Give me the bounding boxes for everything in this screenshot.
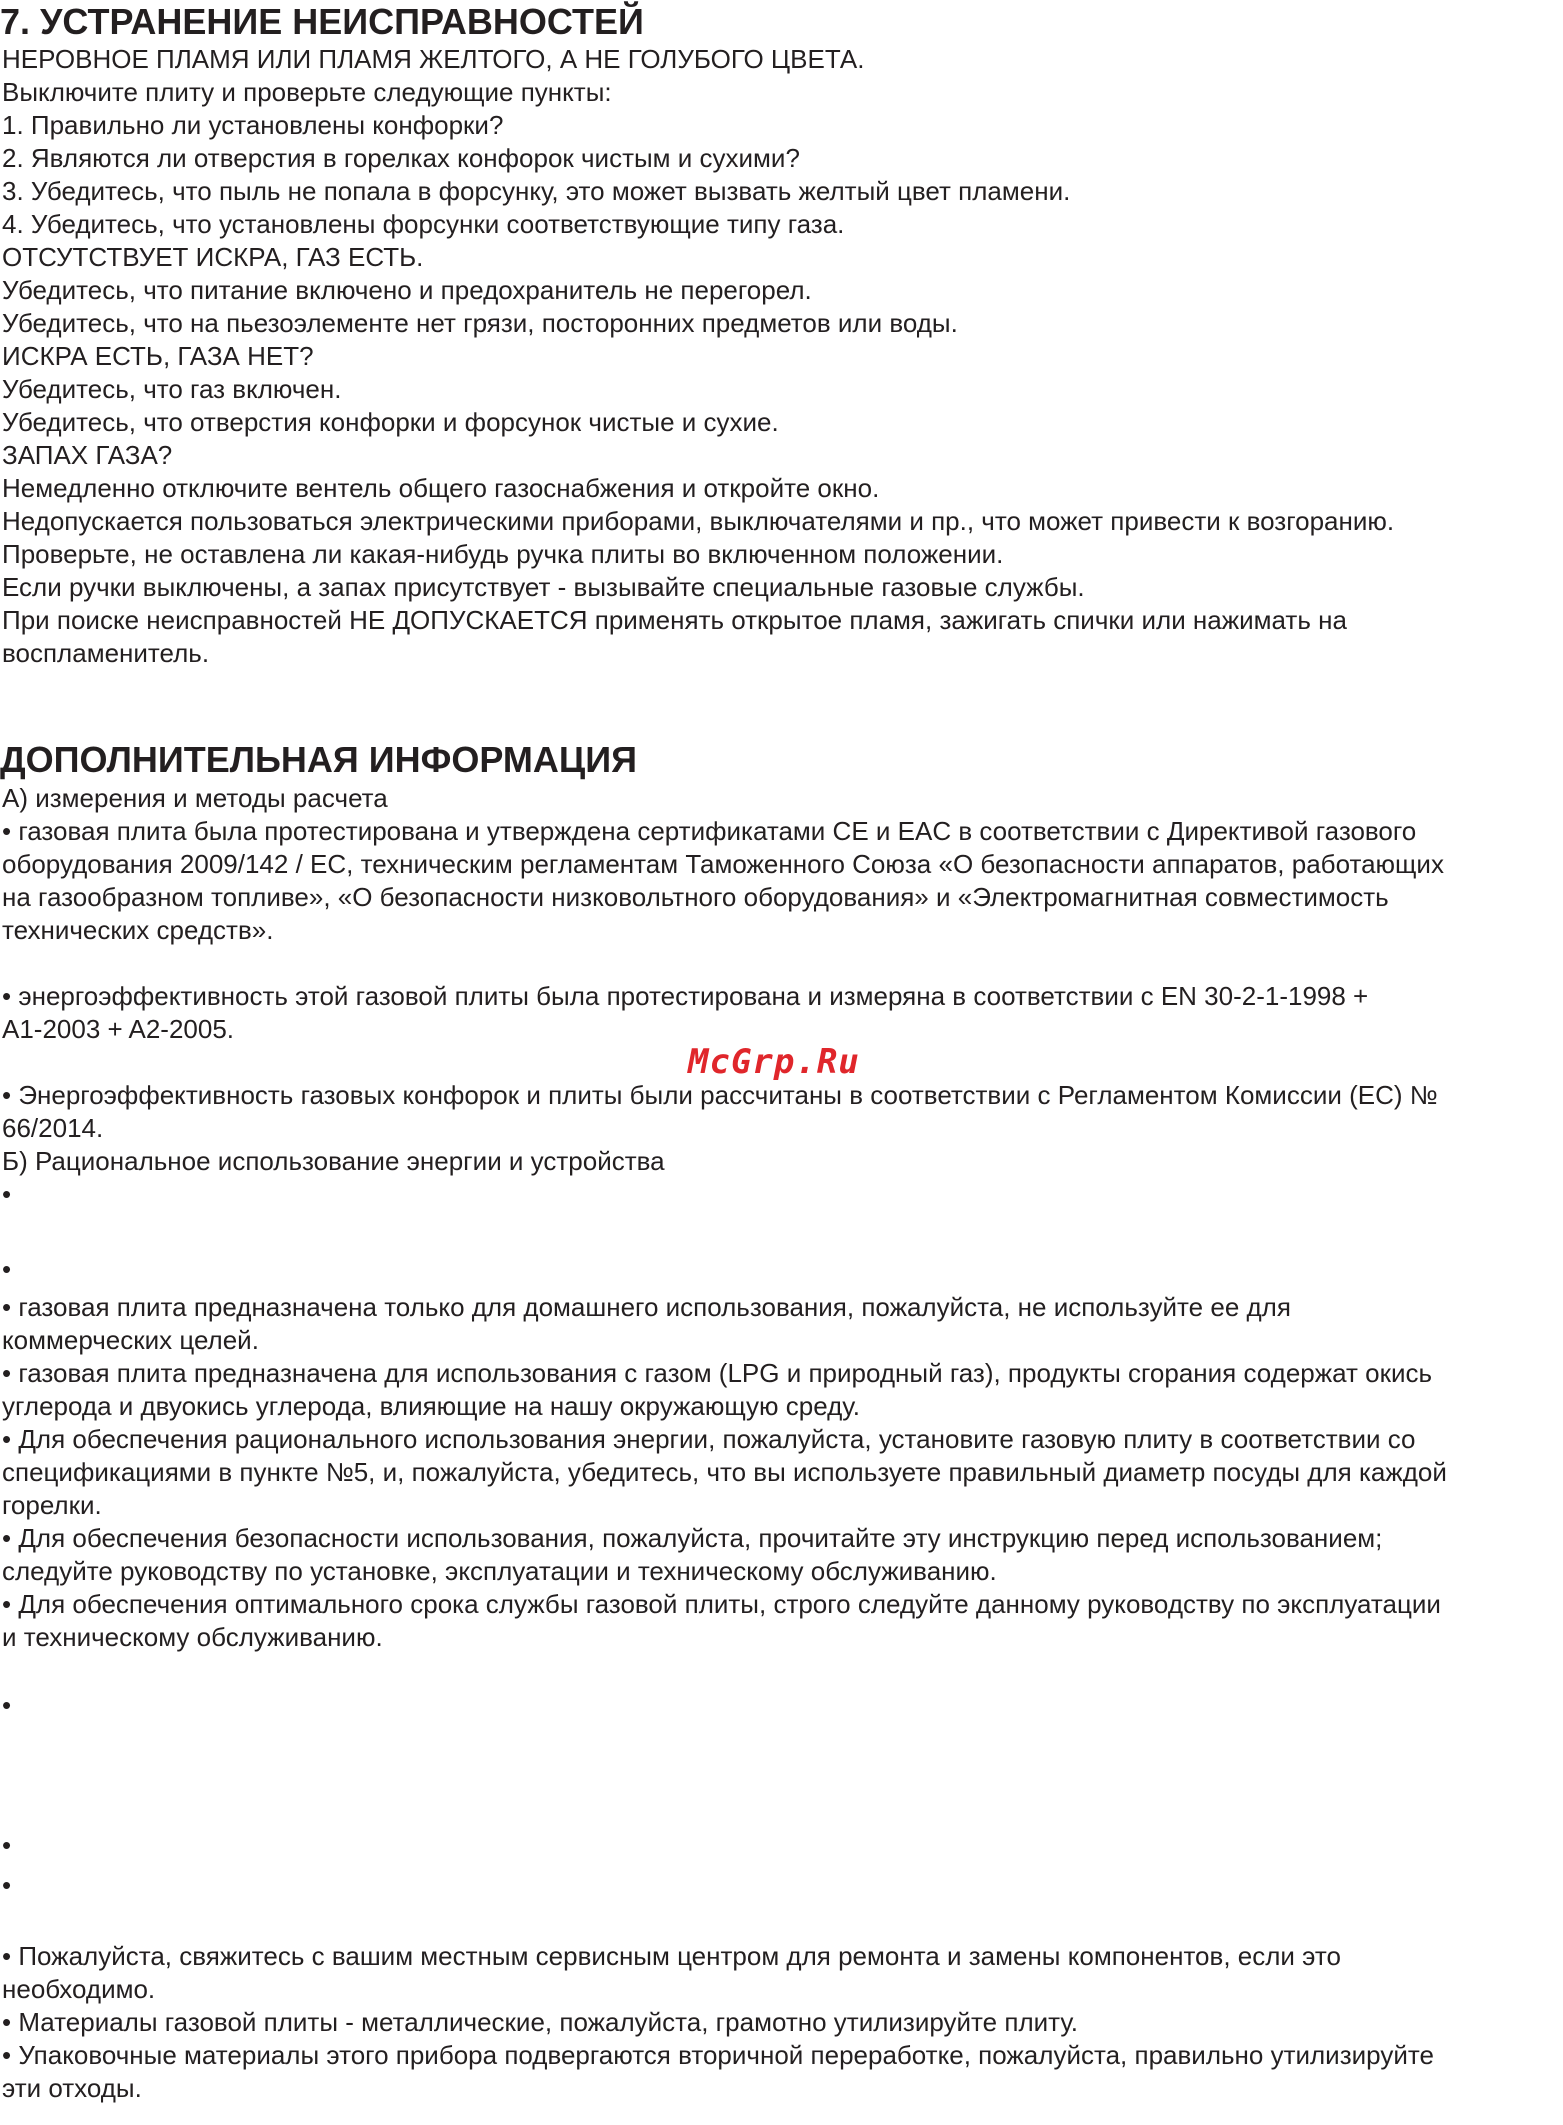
text-line: A1-2003 + A2-2005. <box>2 1014 235 1044</box>
text-line: • Энергоэффективность газовых конфорок и плиты были рассчитаны в соответствии с Регламентом Комиссии (EC) № <box>2 1080 1438 1110</box>
text-line: • Для обеспечения рационального использования энергии, пожалуйста, установите газовую плиту в соответствии со <box>2 1424 1416 1454</box>
text-line: Б) Рациональное использование энергии и устройства <box>2 1146 665 1176</box>
text-line: Убедитесь, что отверстия конфорки и форсунок чистые и сухие. <box>2 407 779 437</box>
text-line: • энергоэффективность этой газовой плиты была протестирована и измеряна в соответствии с EN 30-2-1-1998 + <box>2 981 1369 1011</box>
text-line: Если ручки выключены, а запах присутствует - вызывайте специальные газовые службы. <box>2 572 1085 602</box>
text-line: Убедитесь, что на пьезоэлементе нет грязи, посторонних предметов или воды. <box>2 308 958 338</box>
text-line: воспламенитель. <box>2 638 210 668</box>
troubleshooting-heading: 7. УСТРАНЕНИЕ НЕИСПРАВНОСТЕЙ <box>0 1 644 42</box>
text-line: 66/2014. <box>2 1113 104 1143</box>
text-line: • Пожалуйста, свяжитесь с вашим местным сервисным центром для ремонта и замены компонентов, если это <box>2 1941 1341 1971</box>
text-line: • газовая плита предназначена для использования с газом (LPG и природный газ), продукты сгорания содержат окись <box>2 1358 1433 1388</box>
text-line: спецификациями в пункте №5, и, пожалуйста, убедитесь, что вы используете правильный диаметр посуды для каждой <box>2 1457 1447 1487</box>
text-line: • Упаковочные материалы этого прибора подвергаются вторичной переработке, пожалуйста, правильно утилизируйте <box>2 2040 1434 2070</box>
text-line: • газовая плита предназначена только для домашнего использования, пожалуйста, не используйте ее для <box>2 1292 1291 1322</box>
text-line: необходимо. <box>2 1974 156 2004</box>
bullet-empty: • <box>2 1690 12 1720</box>
text-line: 4. Убедитесь, что установлены форсунки соответствующие типу газа. <box>2 209 845 239</box>
watermark: McGrp.Ru <box>688 1042 860 1082</box>
text-line: ЗАПАХ ГАЗА? <box>2 440 173 470</box>
text-line: коммерческих целей. <box>2 1325 259 1355</box>
text-line: ИСКРА ЕСТЬ, ГАЗА НЕТ? <box>2 341 314 371</box>
text-line: • газовая плита была протестирована и утверждена сертификатами CE и EAC в соответствии с Директивой газового <box>2 816 1417 846</box>
text-line: НЕРОВНОЕ ПЛАМЯ ИЛИ ПЛАМЯ ЖЕЛТОГО, А НЕ ГОЛУБОГО ЦВЕТА. <box>2 44 865 74</box>
text-line: 3. Убедитесь, что пыль не попала в форсунку, это может вызвать желтый цвет пламени. <box>2 176 1071 206</box>
text-line: 2. Являются ли отверстия в горелках конфорок чистым и сухими? <box>2 143 800 173</box>
text-line: • Для обеспечения оптимального срока службы газовой плиты, строго следуйте данному руководству по эксплуатации <box>2 1589 1441 1619</box>
text-line: на газообразном топливе», «О безопасности низковольтного оборудования» и «Электромагнитная совместимость <box>2 882 1389 912</box>
text-line: Немедленно отключите вентель общего газоснабжения и откройте окно. <box>2 473 880 503</box>
text-line: углерода и двуокись углерода, влияющие на нашу окружающую среду. <box>2 1391 860 1421</box>
text-line: Недопускается пользоваться электрическими приборами, выключателями и пр., что может привести к возгоранию. <box>2 506 1395 536</box>
text-line: и техническому обслуживанию. <box>2 1622 383 1652</box>
text-line: Убедитесь, что питание включено и предохранитель не перегорел. <box>2 275 812 305</box>
bullet-empty: • <box>2 1179 12 1209</box>
text-line: следуйте руководству по установке, эксплуатации и техническому обслуживанию. <box>2 1556 997 1586</box>
bullet-empty: • <box>2 1870 12 1900</box>
additional-info-heading: ДОПОЛНИТЕЛЬНАЯ ИНФОРМАЦИЯ <box>0 739 637 780</box>
text-line: А) измерения и методы расчета <box>2 783 388 813</box>
text-line: • Материалы газовой плиты - металлические, пожалуйста, грамотно утилизируйте плиту. <box>2 2007 1078 2037</box>
text-line: Убедитесь, что газ включен. <box>2 374 342 404</box>
text-line: При поиске неисправностей НЕ ДОПУСКАЕТСЯ применять открытое пламя, зажигать спички или нажимать на <box>2 605 1347 635</box>
text-line: Выключите плиту и проверьте следующие пункты: <box>2 77 612 107</box>
text-line: эти отходы. <box>2 2073 142 2103</box>
text-line: ОТСУТСТВУЕТ ИСКРА, ГАЗ ЕСТЬ. <box>2 242 424 272</box>
text-line: технических средств». <box>2 915 274 945</box>
text-line: Проверьте, не оставлена ли какая-нибудь ручка плиты во включенном положении. <box>2 539 1004 569</box>
text-line: оборудования 2009/142 / EC, техническим регламентам Таможенного Союза «О безопасности аппаратов, работающих <box>2 849 1444 879</box>
text-line: горелки. <box>2 1490 102 1520</box>
text-line: 1. Правильно ли установлены конфорки? <box>2 110 504 140</box>
text-line: • Для обеспечения безопасности использования, пожалуйста, прочитайте эту инструкцию перед использованием; <box>2 1523 1383 1553</box>
bullet-empty: • <box>2 1830 12 1860</box>
bullet-empty: • <box>2 1254 12 1284</box>
